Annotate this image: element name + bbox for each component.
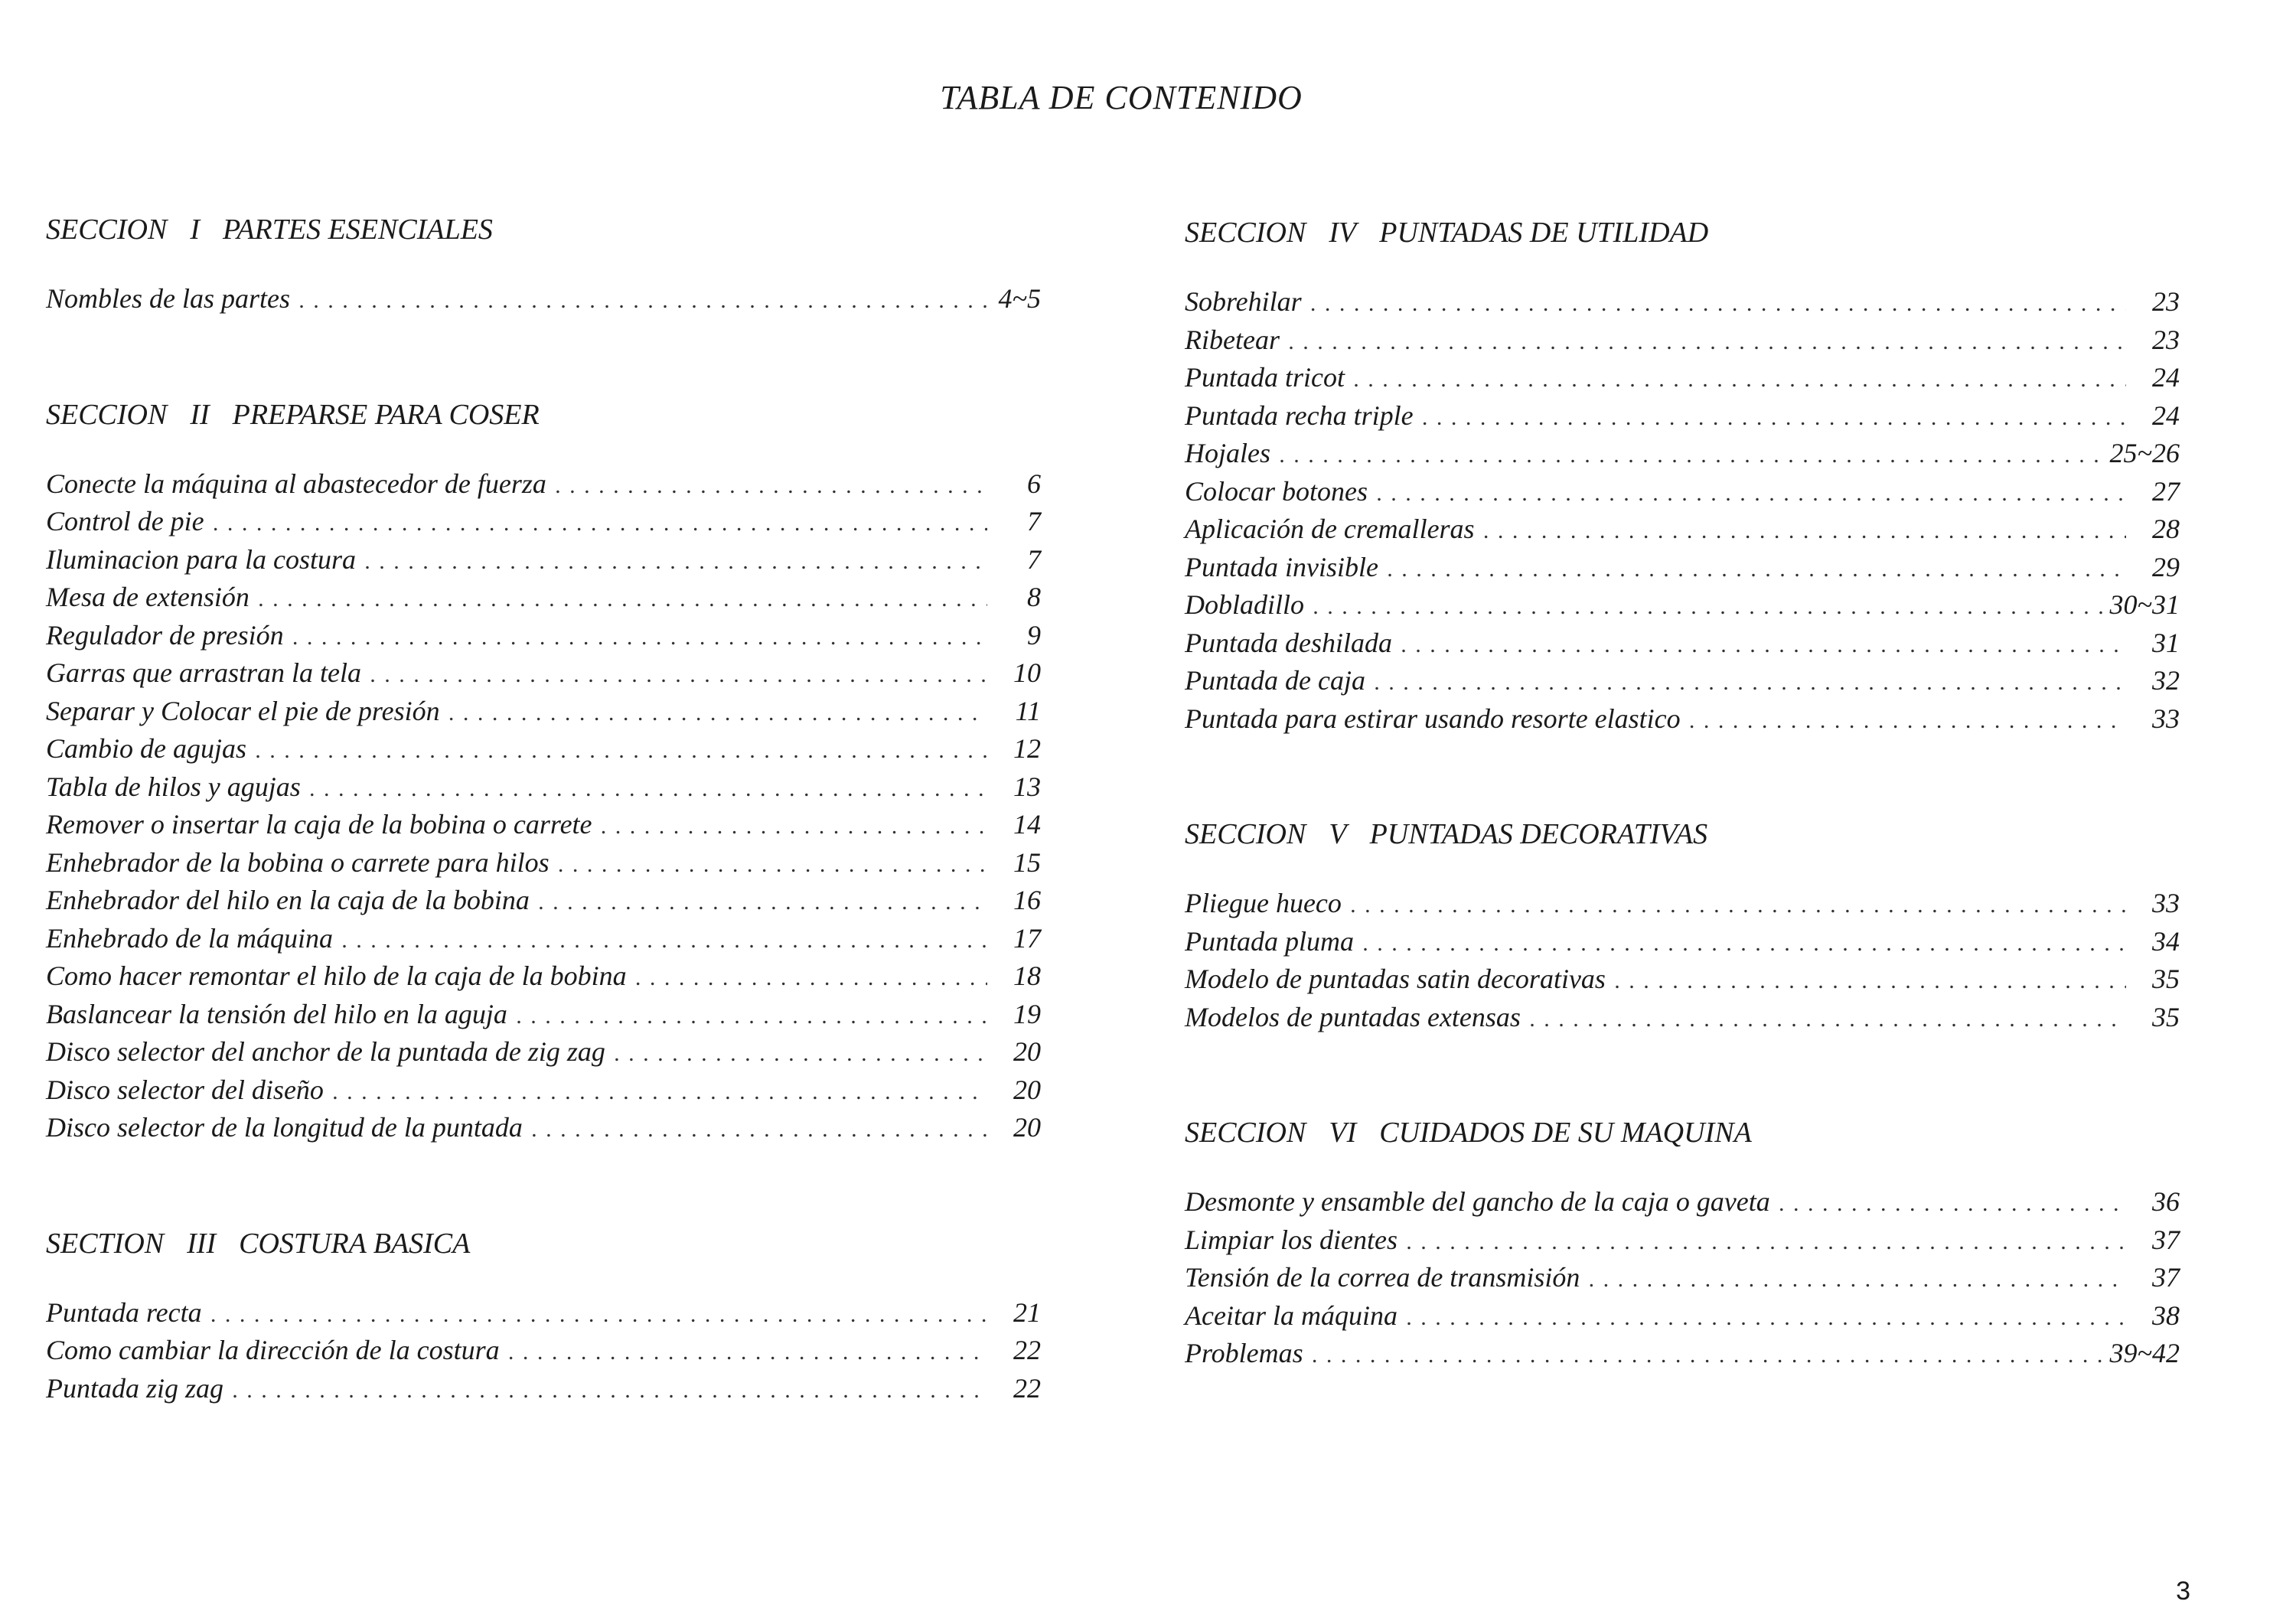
- dot-leader: [532, 1110, 987, 1149]
- toc-entry-title: Modelo de puntadas satin decorativas: [1185, 964, 1606, 994]
- toc-entry-title: Hojales: [1185, 438, 1270, 468]
- toc-entry: [46, 1109, 1041, 1147]
- dot-leader: [1375, 664, 2126, 702]
- dot-leader: [1280, 436, 2102, 474]
- toc-entry: [46, 693, 1041, 731]
- toc-entry: [1185, 283, 2180, 321]
- dot-leader: [615, 1035, 987, 1073]
- toc-entry-page: 24: [2152, 362, 2180, 393]
- dot-leader: [517, 997, 987, 1035]
- section-name: COSTURA BASICA: [239, 1227, 471, 1260]
- toc-entry-title: Control de pie: [46, 506, 204, 536]
- page-title: TABLA DE CONTENIDO: [940, 79, 1303, 116]
- toc-entry-title: Sobrehilar: [1185, 286, 1302, 317]
- toc-entry-page: 22: [1013, 1335, 1041, 1365]
- section-name: PARTES ESENCIALES: [223, 214, 493, 246]
- dot-leader: [365, 543, 987, 581]
- toc-entry-title: Iluminacion para la costura: [46, 543, 356, 575]
- toc-entry-title: Aplicación de cremalleras: [1185, 514, 1475, 544]
- dot-leader: [293, 618, 987, 657]
- toc-entry: [1185, 359, 2180, 397]
- toc-entry-title: Puntada tricot: [1185, 362, 1345, 393]
- toc-entry-title: Modelos de puntadas extensas: [1185, 1001, 1521, 1032]
- toc-entry-title: Limpiar los dientes: [1185, 1224, 1398, 1255]
- toc-entry-page: 11: [1015, 695, 1041, 726]
- section-number: V: [1329, 818, 1347, 850]
- dot-leader: [1530, 1000, 2126, 1039]
- toc-entry-page: 20: [1013, 1112, 1041, 1143]
- toc-entry-page: 37: [2152, 1262, 2180, 1293]
- toc-entry-title: Cambio de agujas: [46, 733, 247, 764]
- toc-entry-page: 35: [2152, 1001, 2180, 1032]
- toc-entry: [46, 654, 1041, 693]
- section-spacer: [46, 318, 1041, 393]
- toc-entry-page: 19: [1013, 998, 1041, 1029]
- section-number: I: [190, 214, 201, 246]
- toc-entry: [1185, 1221, 2180, 1260]
- toc-entry: [46, 617, 1041, 655]
- toc-entry: [1185, 700, 2180, 739]
- dot-leader: [1363, 925, 2126, 963]
- toc-entry: [46, 1033, 1041, 1071]
- toc-entry-title: Disco selector de la longitud de la puntada: [46, 1112, 523, 1143]
- toc-entry-title: Pliegue hueco: [1185, 888, 1342, 918]
- section-number: VI: [1329, 1117, 1357, 1149]
- section-heading: [46, 208, 1041, 251]
- toc-section: [46, 1222, 1041, 1408]
- toc-entry-title: Puntada zig zag: [46, 1372, 224, 1404]
- dot-leader: [342, 921, 987, 960]
- toc-entry: [46, 541, 1041, 579]
- section-label: SECTION: [46, 1227, 165, 1260]
- toc-entry-title: Puntada de caja: [1185, 665, 1365, 696]
- toc-entry: [1185, 960, 2180, 999]
- toc-entry: [46, 920, 1041, 958]
- dot-leader: [1388, 550, 2126, 589]
- toc-entry-page: 23: [2152, 324, 2180, 355]
- toc-entry-page: 7: [1027, 543, 1041, 575]
- toc-entry: [1185, 321, 2180, 360]
- toc-entry: [46, 280, 1041, 318]
- toc-entry-page: 36: [2152, 1186, 2180, 1217]
- dot-leader: [509, 1333, 987, 1371]
- toc-section: [46, 208, 1041, 318]
- toc-entry: [1185, 586, 2180, 624]
- toc-entry: [1185, 1183, 2180, 1221]
- toc-entry: [46, 1294, 1041, 1332]
- toc-entry-page: 23: [2152, 286, 2180, 317]
- dot-leader: [310, 770, 987, 808]
- dot-leader: [233, 1371, 987, 1410]
- dot-leader: [256, 732, 987, 770]
- toc-entry-list: [46, 1294, 1041, 1408]
- toc-entry-title: Puntada recha triple: [1185, 399, 1414, 431]
- dot-leader: [211, 1296, 987, 1334]
- dot-leader: [259, 580, 987, 618]
- toc-entry-title: Puntada pluma: [1185, 925, 1354, 957]
- dot-leader: [1351, 886, 2126, 925]
- toc-entry: [1185, 1259, 2180, 1297]
- toc-entry-title: Enhebrado de la máquina: [46, 922, 333, 954]
- toc-entry: [46, 465, 1041, 504]
- toc-entry-title: Problemas: [1185, 1338, 1303, 1368]
- dot-leader: [1313, 1336, 2102, 1375]
- toc-entry-list: [46, 280, 1041, 318]
- toc-entry-title: Enhebrador del hilo en la caja de la bobina: [46, 885, 530, 915]
- toc-section: [1185, 1111, 2180, 1373]
- toc-entry-page: 38: [2152, 1300, 2180, 1331]
- toc-entry-page: 33: [2152, 703, 2180, 734]
- dot-leader: [1313, 588, 2102, 626]
- toc-entry-list: [1185, 283, 2180, 738]
- toc-entry: [46, 768, 1041, 807]
- toc-entry: [46, 1370, 1041, 1408]
- toc-right-column: [1185, 211, 2180, 1373]
- toc-entry-title: Regulador de presión: [46, 619, 284, 651]
- dot-leader: [370, 656, 987, 694]
- toc-entry-title: Baslancear la tensión del hilo en la aguja: [46, 998, 507, 1029]
- dot-leader: [1377, 474, 2126, 513]
- dot-leader: [214, 504, 987, 543]
- toc-entry-page: 21: [1013, 1296, 1041, 1328]
- toc-entry-page: 4~5: [998, 283, 1041, 314]
- toc-entry-title: Como cambiar la dirección de la costura: [46, 1335, 500, 1365]
- toc-entry: [1185, 397, 2180, 435]
- toc-entry-page: 29: [2152, 551, 2180, 582]
- dot-leader: [333, 1073, 987, 1111]
- dot-leader: [1289, 323, 2126, 361]
- dot-leader: [1589, 1260, 2126, 1299]
- section-heading: [1185, 211, 2180, 254]
- toc-entry: [1185, 435, 2180, 473]
- section-name: PUNTADAS DE UTILIDAD: [1379, 217, 1709, 249]
- toc-entry-title: Separar y Colocar el pie de presión: [46, 695, 440, 726]
- toc-entry-page: 7: [1027, 506, 1041, 536]
- toc-entry-page: 12: [1013, 733, 1041, 764]
- toc-entry: [1185, 999, 2180, 1037]
- toc-entry-page: 16: [1013, 885, 1041, 915]
- dot-leader: [1484, 512, 2126, 550]
- toc-entry-page: 37: [2152, 1224, 2180, 1255]
- toc-entry-title: Aceitar la máquina: [1185, 1300, 1397, 1331]
- section-label: SECCION: [1185, 217, 1306, 249]
- toc-entry-title: Desmonte y ensamble del gancho de la caja o gaveta: [1185, 1186, 1770, 1217]
- toc-entry: [1185, 1335, 2180, 1373]
- dot-leader: [1690, 702, 2126, 740]
- toc-entry: [46, 1071, 1041, 1110]
- dot-leader: [1407, 1299, 2126, 1337]
- toc-entry-title: Tensión de la correa de transmisión: [1185, 1262, 1580, 1293]
- toc-entry-page: 30~31: [2109, 589, 2180, 620]
- dot-leader: [1779, 1185, 2126, 1223]
- toc-entry: [46, 730, 1041, 768]
- toc-entry-title: Disco selector del diseño: [46, 1074, 324, 1105]
- section-label: SECCION: [1185, 1117, 1306, 1149]
- section-label: SECCION: [1185, 818, 1306, 850]
- toc-entry-title: Como hacer remontar el hilo de la caja de la bobina: [46, 960, 627, 991]
- toc-entry-title: Mesa de extensión: [46, 582, 249, 612]
- toc-entry-title: Tabla de hilos y agujas: [46, 771, 301, 802]
- toc-entry: [1185, 473, 2180, 511]
- toc-entry: [46, 1332, 1041, 1370]
- toc-entry-title: Remover o insertar la caja de la bobina o carrete: [46, 809, 592, 840]
- section-number: II: [190, 398, 210, 431]
- toc-section: [1185, 813, 2180, 1036]
- page-number: 3: [2176, 1577, 2190, 1606]
- toc-entry-page: 39~42: [2109, 1338, 2180, 1368]
- toc-entry-page: 25~26: [2109, 438, 2180, 468]
- section-label: SECCION: [46, 398, 168, 431]
- toc-entry-page: 35: [2152, 964, 2180, 994]
- toc-section: [1185, 211, 2180, 738]
- dot-leader: [1615, 962, 2126, 1000]
- toc-entry: [1185, 510, 2180, 549]
- toc-section: [46, 393, 1041, 1147]
- toc-entry-page: 24: [2152, 399, 2180, 431]
- toc-entry-title: Enhebrador de la bobina o carrete para hilos: [46, 846, 550, 878]
- toc-entry-list: [46, 465, 1041, 1147]
- toc-entry-page: 27: [2152, 475, 2180, 507]
- section-number: III: [187, 1227, 217, 1260]
- toc-entry-list: [1185, 1183, 2180, 1373]
- toc-entry: [1185, 885, 2180, 923]
- section-spacer: [1185, 738, 2180, 813]
- toc-entry: [46, 806, 1041, 844]
- section-heading: [1185, 813, 2180, 856]
- dot-leader: [636, 959, 987, 997]
- section-name: PREPARSE PARA COSER: [232, 398, 540, 431]
- toc-entry-page: 33: [2152, 888, 2180, 918]
- section-heading: [1185, 1111, 2180, 1154]
- dot-leader: [299, 282, 987, 320]
- toc-entry: [1185, 923, 2180, 961]
- toc-entry-page: 34: [2152, 925, 2180, 957]
- dot-leader: [602, 807, 987, 846]
- toc-entry-title: Puntada invisible: [1185, 551, 1378, 582]
- toc-entry-title: Colocar botones: [1185, 475, 1368, 507]
- toc-left-column: [46, 208, 1041, 1407]
- dot-leader: [559, 846, 987, 884]
- section-name: CUIDADOS DE SU MAQUINA: [1379, 1117, 1752, 1149]
- toc-entry: [46, 844, 1041, 882]
- toc-entry: [46, 503, 1041, 541]
- toc-entry-page: 6: [1027, 468, 1041, 499]
- toc-entry-page: 9: [1027, 619, 1041, 651]
- toc-entry-title: Puntada recta: [46, 1296, 202, 1328]
- toc-entry-page: 20: [1013, 1074, 1041, 1105]
- dot-leader: [1423, 399, 2126, 437]
- toc-entry-page: 13: [1013, 771, 1041, 802]
- toc-entry: [46, 882, 1041, 920]
- toc-entry-title: Dobladillo: [1185, 589, 1305, 620]
- section-label: SECCION: [46, 214, 168, 246]
- section-heading: [46, 393, 1041, 436]
- section-spacer: [1185, 1036, 2180, 1111]
- toc-entry: [46, 579, 1041, 617]
- toc-entry-title: Ribetear: [1185, 324, 1280, 355]
- section-number: IV: [1329, 217, 1357, 249]
- toc-entry-title: Conecte la máquina al abastecedor de fuerza: [46, 468, 546, 499]
- dot-leader: [539, 883, 987, 921]
- toc-entry: [46, 996, 1041, 1034]
- toc-entry-title: Puntada para estirar usando resorte elastico: [1185, 703, 1681, 734]
- toc-entry-page: 17: [1013, 922, 1041, 954]
- section-name: PUNTADAS DECORATIVAS: [1369, 818, 1708, 850]
- toc-entry-page: 32: [2152, 665, 2180, 696]
- dot-leader: [556, 467, 987, 505]
- dot-leader: [1407, 1223, 2126, 1261]
- toc-entry-page: 20: [1013, 1036, 1041, 1067]
- toc-entry: [1185, 624, 2180, 663]
- dot-leader: [449, 694, 987, 732]
- dot-leader: [1311, 285, 2126, 323]
- toc-entry-title: Puntada deshilada: [1185, 627, 1392, 658]
- toc-entry-title: Nombles de las partes: [46, 283, 290, 314]
- toc-entry-title: Garras que arrastran la tela: [46, 657, 362, 688]
- toc-entry: [1185, 1297, 2180, 1335]
- toc-entry-page: 28: [2152, 514, 2180, 544]
- toc-entry-page: 8: [1027, 582, 1041, 612]
- dot-leader: [1354, 360, 2126, 399]
- toc-entry-page: 14: [1013, 809, 1041, 840]
- toc-entry-page: 18: [1013, 960, 1041, 991]
- section-heading: [46, 1222, 1041, 1265]
- toc-entry-page: 10: [1013, 657, 1041, 688]
- toc-entry-title: Disco selector del anchor de la puntada de zig zag: [46, 1036, 605, 1067]
- toc-entry: [1185, 549, 2180, 587]
- dot-leader: [1401, 626, 2126, 664]
- toc-entry-page: 15: [1013, 846, 1041, 878]
- section-spacer: [46, 1147, 1041, 1222]
- toc-entry: [46, 957, 1041, 996]
- toc-entry-page: 31: [2152, 627, 2180, 658]
- toc-entry-list: [1185, 885, 2180, 1036]
- toc-entry: [1185, 662, 2180, 700]
- toc-entry-page: 22: [1013, 1372, 1041, 1404]
